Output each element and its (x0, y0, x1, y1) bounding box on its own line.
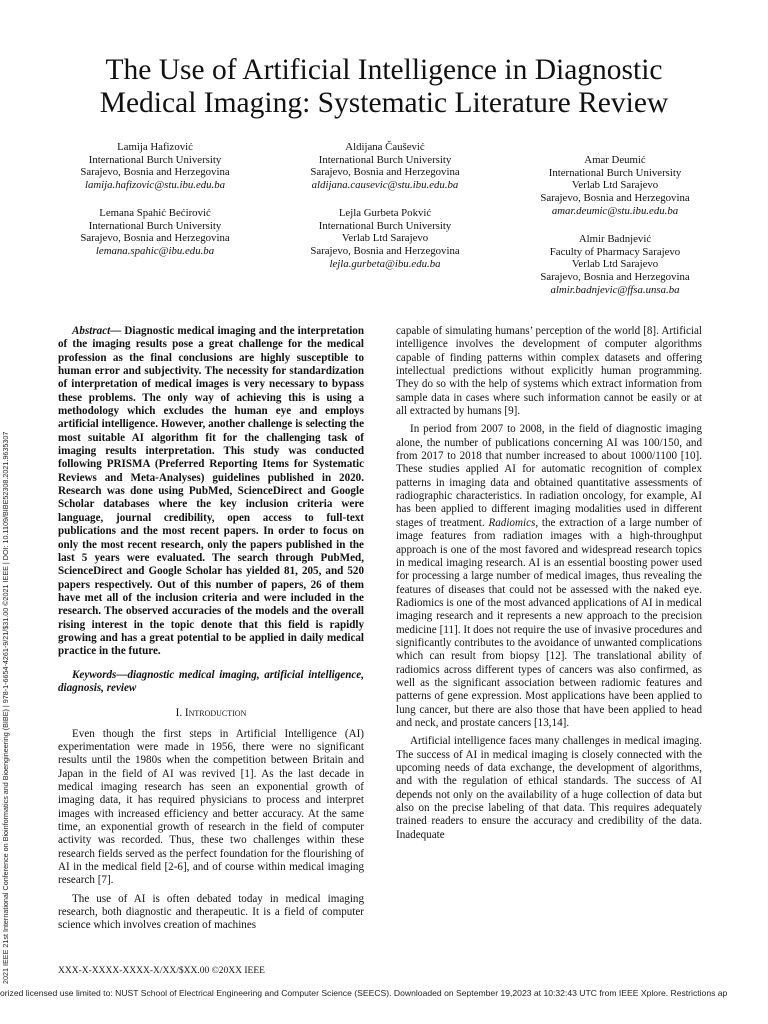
author-affiliation: International Burch University (88, 219, 222, 232)
author-block-3 (500, 154, 730, 218)
footer-copyright-code: XXX-X-XXXX-XXXX-X/XX/$XX.00 ©20XX IEEE (58, 966, 265, 976)
author-affiliation: International Burch University (88, 153, 222, 166)
author-block-2 (270, 141, 500, 192)
paragraph-text: Artificial intelligence faces many challenges in medical imaging. The success of AI in medical imaging is closely connected with the upcoming needs of data exchange, the development of algorithms, and with the regulation of ethical standards. The success of AI depends not only on the availability of a huge collection of data but also on the precise labeling of that data. This requires adequately trained readers to ensure the accuracy and credibility of the data. Inadequate (396, 735, 702, 841)
paragraph: The use of AI is often debated today in medical imaging research, both diagnostic and therapeutic. It is a field of computer science which involves creation of machines (58, 892, 364, 932)
paragraph (396, 423, 702, 730)
paragraph (396, 735, 702, 842)
author-location: Sarajevo, Bosnia and Herzegovina (80, 232, 230, 245)
paragraph-text: capable of simulating humans’ perception of the world [8]. Artificial intelligence involves the development of computer algorithms capable of finding patterns within complex datasets and offering intellectual predictions without explicitly human programming. They do so with the help of systems which extract information from sample data in cases where such information cannot be easily or at all extracted by humans [9]. (396, 325, 702, 418)
author-affiliation: International Burch University (548, 166, 682, 179)
author-name: Lemana Spahić Bećirović (99, 207, 211, 219)
author-name: Aldijana Čaušević (345, 141, 425, 153)
author-block-1 (40, 141, 270, 192)
author-email[interactable]: lamija.hafizovic@stu.ibu.edu.ba (84, 179, 226, 192)
title-line-1: The Use of Artificial Intelligence in Diagnostic (105, 53, 663, 86)
side-publication-info: 2021 IEEE 21st International Conference on Bioinformatics and Bioengineering (BIBE) | 978-1-6654-4261-9/21/$31.00 ©2021 IEEE | DOI: 10.1109/BIBE52308.2021.9635307 (1, 431, 10, 984)
author-affiliation-2: Verlab Ltd Sarajevo (571, 258, 659, 271)
abstract-body: Diagnostic medical imaging and the interpretation of the imaging results pose a great challenge for the medical profession as the final conclusions are highly susceptible to human error and subjectivity. The necessity for standardization of interpretation of medical images is very necessary to bypass these problems. The only way of achieving this is using a methodology which excludes the human eye and employs artificial intelligence. However, another challenge is selecting the most suitable AI algorithm fit for the challenging task of imaging results interpretation. This study was conducted following PRISMA (Preferred Reporting Items for Systematic Reviews and Meta-Analyses) guidelines published in 2020. Research was done using PubMed, ScienceDirect and Google Scholar databases where the key inclusion criteria were language, journal credibility, open access to full-text publications and the most recent papers. In order to focus on only the most recent research, only the papers published in the last 5 years were evaluated. The search through PubMed, ScienceDirect and Google Scholar has yielded 81, 205, and 520 papers respectively. Out of this number of papers, 26 of them have met all of the inclusion criteria and were included in the research. The observed accuracies of the models and the overall rising interest in the topic denote that this field is rapidly growing and has a great potential to be applied in daily medical practice in the future. (58, 325, 364, 658)
author-affiliation: Faculty of Pharmacy Sarajevo (549, 245, 681, 258)
author-email[interactable]: amar.deumic@stu.ibu.edu.ba (551, 204, 679, 217)
author-block-6 (500, 233, 730, 297)
footer-license-notice: orized licensed use limited to: NUST School of Electrical Engineering and Computer Science (SEECS). Downloaded on September 19,2023 at 10:32:43 UTC from IEEE Xplore. Restrictions ap (0, 988, 728, 998)
right-column (396, 325, 702, 847)
paragraph: Even though the first steps in Artificial Intelligence (AI) experimentation were made in 1956, there were no significant results until the 1980s when the competition between Britain and Japan in the field of AI was revived [1]. As the last decade in medical imaging research has seen an exponential growth of imaging data, it has required physicians to process and interpret images with increased efficiency and better accuracy. At the same time, an exponential growth of research in the field of computer activity was recorded. Thus, these two challenges within these research fields served as the perfect foundation for the flourishing of AI in the medical field [2-6], and of course within medical imaging research [7]. (58, 727, 364, 887)
author-location: Sarajevo, Bosnia and Herzegovina (310, 245, 460, 258)
author-name: Lejla Gurbeta Pokvić (338, 207, 432, 219)
author-affiliation-2: Verlab Ltd Sarajevo (341, 232, 429, 245)
author-affiliation: International Burch University (318, 219, 452, 232)
author-location: Sarajevo, Bosnia and Herzegovina (310, 166, 460, 179)
title-line-2: Medical Imaging: Systematic Literature Review (99, 86, 669, 119)
paper-title (40, 54, 728, 120)
author-email[interactable]: lemana.spahic@ibu.edu.ba (95, 245, 215, 258)
author-block-4 (40, 207, 270, 258)
paragraph (396, 325, 702, 418)
author-affiliation: International Burch University (318, 153, 452, 166)
author-location: Sarajevo, Bosnia and Herzegovina (540, 271, 690, 284)
abstract-lead: Abstract— (72, 325, 122, 337)
section-title: Introduction (184, 707, 247, 720)
author-email[interactable]: lejla.gurbeta@ibu.edu.ba (329, 257, 441, 270)
author-affiliation-2: Verlab Ltd Sarajevo (571, 179, 659, 192)
author-email[interactable]: almir.badnjevic@ffsa.unsa.ba (550, 283, 680, 296)
author-block-5 (270, 207, 500, 271)
section-number: I. (175, 707, 183, 720)
paragraph-text: , the extraction of a large number of image features from radiation images with a high-throughput approach is one of the most favored and widespread research topics in medical imaging research. AI is an essential boosting power used for processing a large number of medical images, thus revealing the features of diseases that could not be assessed with the naked eye. Radiomics is one of the most advanced applications of AI in medical imaging research and it represents a new approach to the precision medicine [11]. It does not require the use of invasive procedures and significantly contributes to the avoidance of unwanted complications which can result from biopsy [12]. The translational ability of radiomics across different types of cancers was also confirmed, as well as the significant association between radiomic features and patterns of gene expression. Most applications have been applied to lung cancer, but there are also those that have been applied to head and neck, and prostate cancers [13,14]. (396, 516, 703, 729)
author-location: Sarajevo, Bosnia and Herzegovina (540, 192, 690, 205)
author-name: Amar Deumić (584, 154, 646, 166)
left-column (58, 325, 364, 938)
abstract (58, 325, 364, 659)
paragraph-text: In period from 2007 to 2008, in the field of diagnostic imaging alone, the number of publications concerning AI was 100/150, and from 2017 to 2018 that number increased to about 1000/1100 [10]. These studies applied AI for automatic recognition of complex patterns in imaging data and obtained quantitative assessments of radiographic characteristics. In radiation oncology, for example, AI has been applied to different imaging modalities used in different stages of treatment. (396, 423, 702, 529)
author-email[interactable]: aldijana.causevic@stu.ibu.edu.ba (311, 179, 459, 192)
paragraph-emphasis: Radiomics (488, 516, 536, 529)
author-name: Lamija Hafizović (117, 141, 193, 153)
author-name: Almir Badnjević (578, 233, 652, 245)
author-location: Sarajevo, Bosnia and Herzegovina (80, 166, 230, 179)
section-heading (58, 707, 364, 720)
keywords: Keywords—diagnostic medical imaging, artificial intelligence, diagnosis, review (58, 668, 364, 694)
